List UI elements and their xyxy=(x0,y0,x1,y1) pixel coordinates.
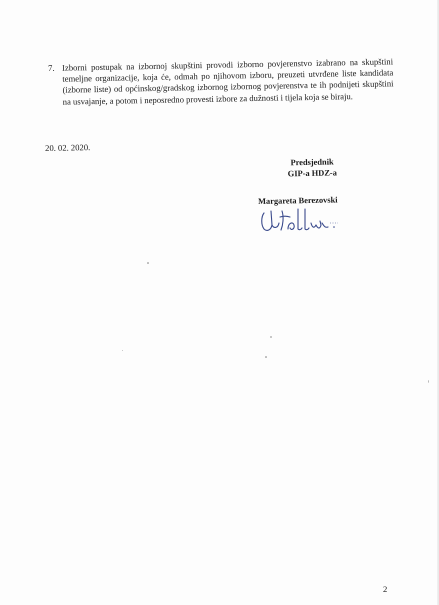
paragraph-number: 7. xyxy=(48,62,55,73)
page-number: 2 xyxy=(383,584,388,594)
signatory-title: Predsjednik xyxy=(290,157,334,168)
signatory-name: Margareta Berezovski xyxy=(258,195,338,206)
signatory-block xyxy=(252,156,372,180)
document-date: 20. 02. 2020. xyxy=(45,142,91,153)
scan-speck xyxy=(122,350,123,351)
signatory-organization: GIP-a HDZ-a xyxy=(287,168,337,179)
numbered-paragraph xyxy=(48,56,394,107)
handwritten-signature xyxy=(258,203,348,237)
scan-speck xyxy=(265,356,267,358)
scan-speck xyxy=(147,262,149,264)
scan-speck xyxy=(270,336,272,338)
paragraph-text: Izborni postupak na izbornoj skupštini provodi izborno povjerenstvo izabrano na skupštini temeljne organizacije, koja će, odmah po njihovom izboru, preuzeti utvrđene liste kandidata (izborne liste) od općinskog/gradskog izbornog izbornog povjerenstva te ih podnijeti skupštini na usvajanje, a potom i neposredno provesti izbore za dužnosti i tijela koja se biraju. xyxy=(61,56,394,107)
scan-speck xyxy=(428,380,429,383)
